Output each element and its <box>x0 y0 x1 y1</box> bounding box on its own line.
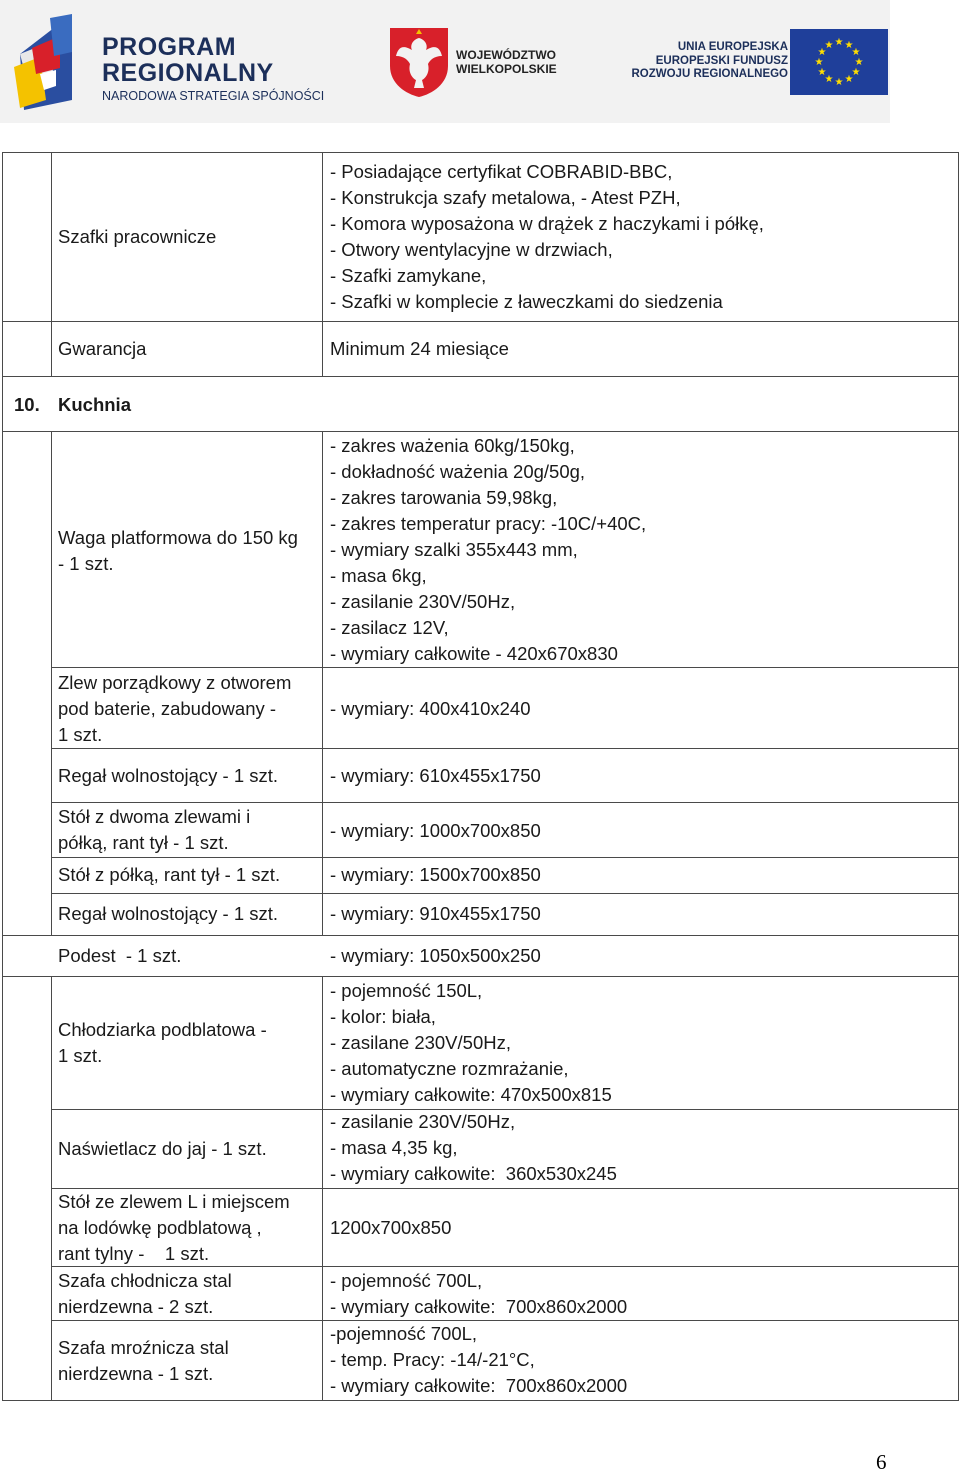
svg-text:★: ★ <box>834 77 844 88</box>
item-name: Regał wolnostojący - 1 szt. <box>58 765 279 786</box>
svg-text:★: ★ <box>851 47 861 58</box>
row-name: Gwarancja <box>58 338 147 359</box>
table-rule <box>2 152 959 153</box>
item-name: Regał wolnostojący - 1 szt. <box>58 903 279 924</box>
svg-text:★: ★ <box>834 37 844 48</box>
svg-text:★: ★ <box>844 40 854 51</box>
eu-fund-name: UNIA EUROPEJSKA EUROPEJSKI FUNDUSZ ROZWOJU REGIONALNEGO <box>631 41 788 80</box>
item-spec: - zakres ważenia 60kg/150kg, - dokładność ważenia 20g/50g, - zakres tarowania 59,98kg, - zakres temperatur pracy: -10C/+40C, - wymiary szalki 355x443 mm, - masa 6kg, - zasilanie 230V/50Hz, - zasilacz 12V, - wymiary całkowite - 420x670x830 <box>330 435 647 664</box>
table-rule <box>51 857 959 858</box>
item-name: Naświetlacz do jaj - 1 szt. <box>58 1138 267 1159</box>
program-subtitle: NARODOWA STRATEGIA SPÓJNOŚCI <box>102 89 325 103</box>
table-rule <box>51 152 52 377</box>
section-title: Kuchnia <box>58 394 131 415</box>
table-rule <box>51 976 52 1401</box>
section-number: 10. <box>14 394 40 415</box>
item-spec: - zasilanie 230V/50Hz, - masa 4,35 kg, - wymiary całkowite: 360x530x245 <box>330 1111 617 1184</box>
item-name: Stół ze zlewem L i miejscem na lodówkę podblatową , rant tylny - 1 szt. <box>58 1191 290 1264</box>
program-title: PROGRAM REGIONALNY <box>102 33 274 87</box>
svg-text:★: ★ <box>824 40 834 51</box>
item-spec: - wymiary: 910x455x1750 <box>330 903 541 924</box>
table-rule <box>2 152 3 1401</box>
table-rule <box>2 321 959 322</box>
item-spec: - pojemność 700L, - wymiary całkowite: 700x860x2000 <box>330 1270 628 1317</box>
table-rule <box>322 431 323 936</box>
svg-text:★: ★ <box>817 47 827 58</box>
table-rule <box>2 935 959 936</box>
row-name: Szafki pracownicze <box>58 226 217 247</box>
table-rule <box>51 802 959 803</box>
item-spec: - wymiary: 1050x500x250 <box>330 945 541 966</box>
item-name: Chłodziarka podblatowa - 1 szt. <box>58 1019 267 1066</box>
item-name: Stół z dwoma zlewami i półką, rant tył - 1 szt. <box>58 806 251 853</box>
table-rule <box>958 152 959 1401</box>
row-spec: - Posiadające certyfikat COBRABID-BBC, - Konstrukcja szafy metalowa, - Atest PZH, - Komora wyposażona w drążek z haczykami i półkę, - Otwory wentylacyjne w drzwiach, - Szafki zamykane, - Szafki w komplecie z ławeczkami do siedzenia <box>330 161 764 312</box>
table-rule <box>51 748 959 749</box>
table-rule <box>2 431 959 432</box>
table-rule <box>51 667 959 668</box>
row-spec: Minimum 24 miesiące <box>330 338 509 359</box>
table-rule <box>51 893 959 894</box>
page-number: 6 <box>876 1450 887 1474</box>
item-name: Stół z półką, rant tył - 1 szt. <box>58 864 281 885</box>
table-rule <box>2 976 959 977</box>
item-spec: - wymiary: 1500x700x850 <box>330 864 541 885</box>
table-rule <box>51 431 52 936</box>
item-spec: - wymiary: 1000x700x850 <box>330 820 541 841</box>
item-name: Waga platformowa do 150 kg - 1 szt. <box>58 527 298 574</box>
item-name: Szafa mroźnicza stal nierdzewna - 1 szt. <box>58 1337 229 1384</box>
item-spec: -pojemność 700L, - temp. Pracy: -14/-21°C, - wymiary całkowite: 700x860x2000 <box>330 1323 628 1396</box>
svg-text:★: ★ <box>851 67 861 78</box>
region-name: WOJEWÓDZTWO WIELKOPOLSKIE <box>456 48 557 76</box>
table-rule <box>2 1400 959 1401</box>
svg-text:★: ★ <box>844 74 854 85</box>
item-spec: - pojemność 150L, - kolor: biała, - zasilane 230V/50Hz, - automatyczne rozmrażanie, - wymiary całkowite: 470x500x815 <box>330 980 612 1105</box>
item-name: Podest - 1 szt. <box>58 945 182 966</box>
item-name: Szafa chłodnicza stal nierdzewna - 2 szt. <box>58 1270 232 1317</box>
table-rule <box>2 376 959 377</box>
item-spec: - wymiary: 400x410x240 <box>330 698 531 719</box>
table-rule <box>322 976 323 1401</box>
svg-text:★: ★ <box>817 67 827 78</box>
svg-text:★: ★ <box>854 57 864 68</box>
item-spec: 1200x700x850 <box>330 1217 452 1238</box>
svg-text:★: ★ <box>824 74 834 85</box>
table-rule <box>322 152 323 377</box>
item-name: Zlew porządkowy z otworem pod baterie, zabudowany - 1 szt. <box>58 672 292 745</box>
item-spec: - wymiary: 610x455x1750 <box>330 765 541 786</box>
svg-text:★: ★ <box>814 57 824 68</box>
